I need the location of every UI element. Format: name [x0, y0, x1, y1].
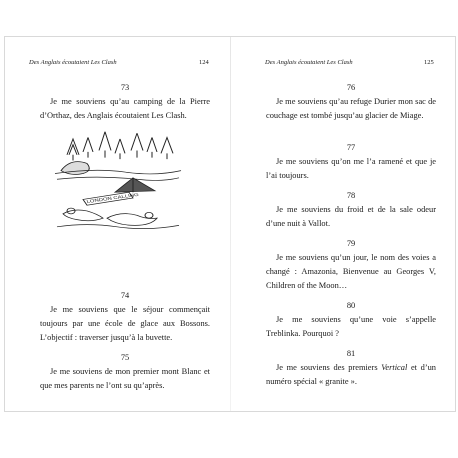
camping-illustration	[53, 126, 183, 234]
entry-number: 74	[120, 291, 130, 300]
left-page-number: 124	[199, 59, 209, 66]
entry-number: 79	[346, 239, 356, 248]
entry-text-before: Je me souviens des premiers	[276, 363, 382, 372]
entry-79	[266, 237, 436, 293]
left-page	[5, 37, 230, 411]
entry-81	[266, 347, 436, 389]
entry-number: 80	[346, 301, 356, 310]
left-running-head: Des Anglais écoutaient Les Clash	[29, 59, 117, 66]
entry-number: 81	[346, 349, 356, 358]
entry-74	[40, 289, 210, 345]
entry-text: Je me souviens qu’au refuge Durier mon sac de couchage est tombé jusqu’au glacier de Miage.	[266, 97, 436, 120]
entry-text: Je me souviens que le séjour commençait toujours par une école de glace aux Bossons. L’objectif : traverser jusqu’à la buvette.	[40, 305, 210, 342]
right-page	[231, 37, 455, 411]
camping-drawing	[53, 126, 183, 234]
entry-text-after: et d’un numéro spécial « granite ».	[266, 363, 436, 386]
right-running-head: Des Anglais écoutaient Les Clash	[265, 59, 353, 66]
entry-73	[40, 81, 210, 123]
entry-78	[266, 189, 436, 231]
entry-text: Je me souviens qu’un jour, le nom des voies a changé : Amazonia, Bienvenue au Georges V, Children of the Moon…	[266, 253, 436, 290]
entry-number: 73	[120, 83, 130, 92]
entry-text: Je me souviens qu’au camping de la Pierre d’Orthaz, des Anglais écoutaient Les Clash.	[40, 97, 210, 120]
entry-number: 76	[346, 83, 356, 92]
entry-text: Je me souviens du froid et de la sale odeur d’une nuit à Vallot.	[266, 205, 436, 228]
entry-text: Je me souviens de mon premier mont Blanc et que mes parents ne l’ont su qu’après.	[40, 367, 210, 390]
entry-number: 75	[120, 353, 130, 362]
svg-text:LONDON CALLING: LONDON CALLING	[86, 192, 140, 205]
entry-text: Je me souviens qu’une voie s’appelle Treblinka. Pourquoi ?	[266, 315, 436, 338]
entry-number: 77	[346, 143, 356, 152]
entry-number: 78	[346, 191, 356, 200]
entry-77	[266, 141, 436, 183]
entry-text: Je me souviens qu’on me l’a ramené et que je l’ai toujours.	[266, 157, 436, 180]
entry-75	[40, 351, 210, 393]
entry-76	[266, 81, 436, 123]
entry-text	[266, 361, 436, 389]
book-spread	[4, 36, 456, 412]
right-page-number: 125	[424, 59, 434, 66]
entry-80	[266, 299, 436, 341]
magazine-title: Vertical	[381, 363, 408, 372]
